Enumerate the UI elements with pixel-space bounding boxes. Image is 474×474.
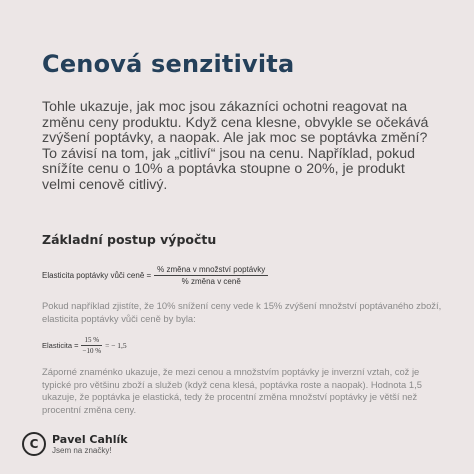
formula-denominator: % změna v ceně xyxy=(181,277,241,286)
brand-text xyxy=(52,434,128,455)
elasticity-formula xyxy=(42,265,268,286)
formula-fraction xyxy=(154,265,268,286)
copyright-logo-icon: C xyxy=(22,432,46,456)
explanation-paragraph: Záporné znaménko ukazuje, že mezi cenou a množstvím poptávky je inverzní vztah, což je typické pro většinu zboží a služeb (když cena klesá, poptávka roste a naopak). Hodnota 1,5 ukazuje, že poptávka je elastická, tedy že procentní změna množství poptávky je větší než procentní změna ceny. xyxy=(42,366,422,415)
example-formula xyxy=(42,336,127,355)
formula-label: Elasticita poptávky vůči ceně = xyxy=(42,271,152,280)
brand-tagline: Jsem na značky! xyxy=(52,445,112,455)
formula-numerator: % změna v množství poptávky xyxy=(154,265,268,276)
example-denominator: −10 % xyxy=(82,347,102,355)
page-title: Cenová senzitivita xyxy=(42,50,295,78)
example-label: Elasticita = xyxy=(42,341,79,350)
intro-paragraph: Tohle ukazuje, jak moc jsou zákazníci ochotni reagovat na změnu ceny produktu. Když cena klesne, obvykle se očekává zvýšení poptávky, a naopak. Ale jak moc se poptávka změní? To závisí na tom, jak „citliví“ jsou na cenu. Například, pokud snížíte cenu o 10% a poptávka stoupne o 20%, je produkt velmi cenově citlivý. xyxy=(42,99,429,193)
example-result: = − 1,5 xyxy=(105,341,127,350)
example-paragraph: Pokud například zjistíte, že 10% snížení ceny vede k 15% zvýšení množství poptávaného zboží, elasticita poptávky vůči ceně by byla: xyxy=(42,300,442,324)
example-fraction xyxy=(81,336,102,355)
brand-name: Pavel Cahlík xyxy=(52,432,128,446)
brand-footer xyxy=(22,432,128,456)
example-numerator: 15 % xyxy=(81,336,102,346)
section-title: Základní postup výpočtu xyxy=(42,232,217,247)
